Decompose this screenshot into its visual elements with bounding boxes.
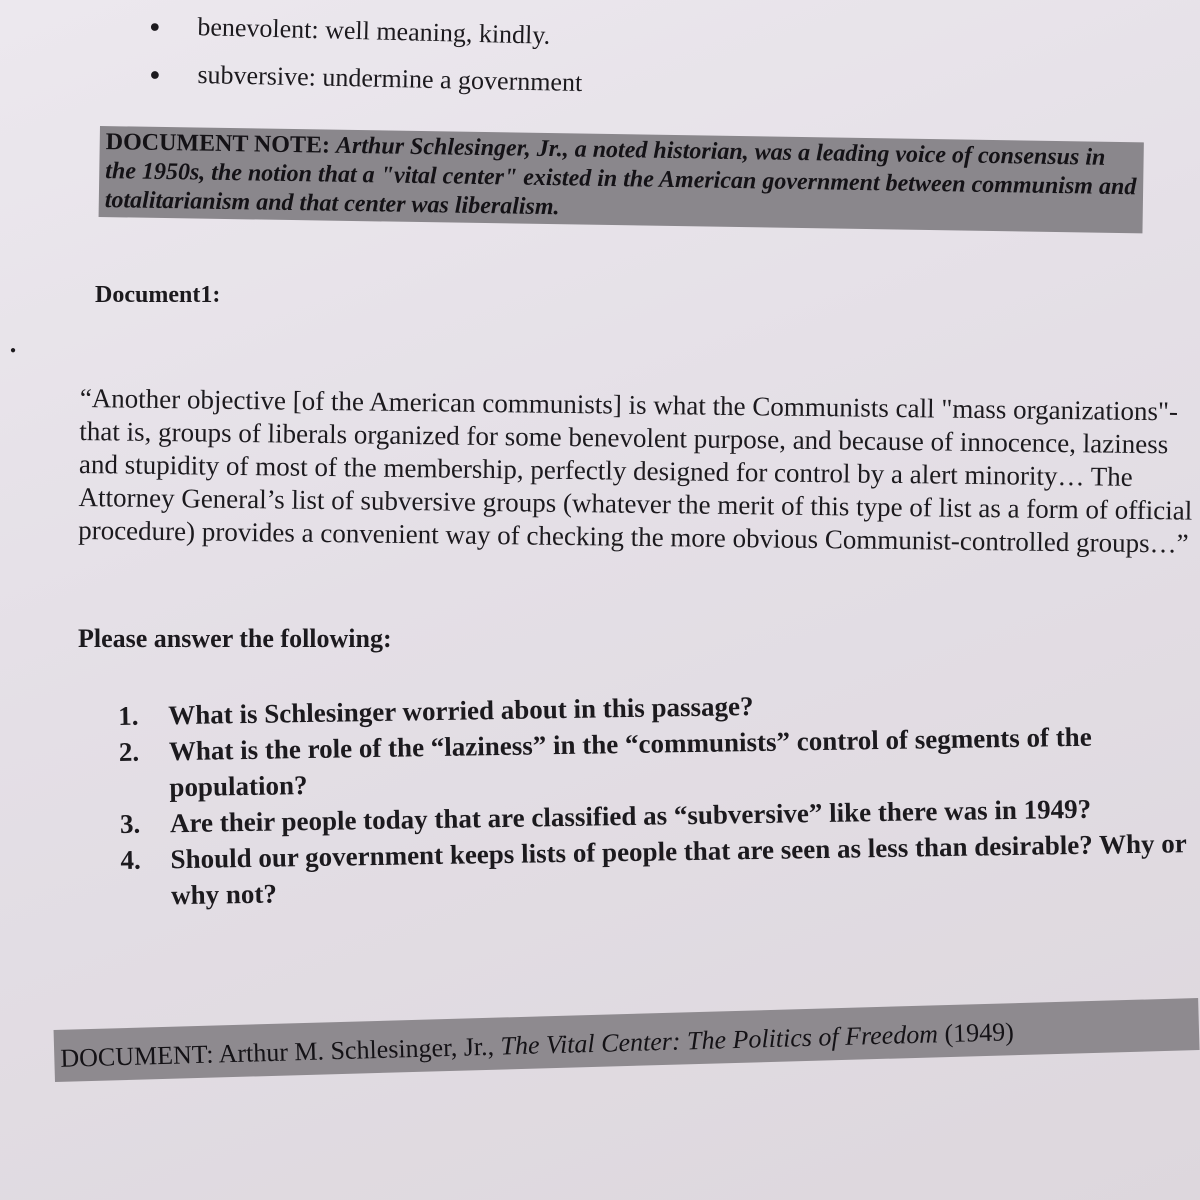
source-citation (54, 998, 1200, 1082)
vocabulary-list (150, 2, 583, 98)
document-note (99, 126, 1144, 233)
question-number: 2. (118, 736, 140, 767)
question-text: Are their people today that are classified as “subversive” like there was in 1949? (169, 793, 1092, 839)
vocab-item: ● benevolent: well meaning, kindly. (149, 2, 583, 61)
source-suffix: (1949) (937, 1017, 1015, 1049)
question-text: What is the role of the “laziness” in the “communists” control of segments of the population? (168, 721, 1092, 803)
question-number: 4. (120, 844, 142, 875)
document-title: Document1: (95, 282, 221, 308)
vocab-item: ● subversive: undermine a government (149, 50, 583, 107)
question-number: 3. (119, 808, 141, 839)
source-title: The Vital Center: The Politics of Freedom (500, 1019, 939, 1061)
question-number: 1. (118, 700, 139, 731)
document-quote: “Another objective [of the American communists] is what the Communists call "mass organizations"- that is, groups of liberals organized for some benevolent purpose, and because of innocence, laziness and stupidity of most of the membership, perfectly designed for control by a alert minority… The Attorney General’s list of subversive groups (whatever the merit of this type of list as a form of official procedure) provides a convenient way of checking the more obvious Communist-controlled groups…” (78, 382, 1193, 559)
note-label: DOCUMENT NOTE: (105, 129, 331, 159)
question-list (118, 681, 1196, 914)
stray-mark: ● (10, 345, 17, 356)
answer-heading: Please answer the following: (78, 624, 392, 653)
note-text: Arthur Schlesinger, Jr., a noted historian, was a leading voice of consensus in the 1950s, the notion that a "vital center" existed in the American government between communism and totalitarianism and that center was liberalism. (104, 132, 1137, 221)
question-text: Should our government keeps lists of people that are seen as less than desirable? Why or why not? (170, 828, 1187, 911)
source-prefix: DOCUMENT: Arthur M. Schlesinger, Jr., (59, 1031, 501, 1073)
bleed-through-text (859, 30, 866, 56)
question-text: What is Schlesinger worried about in this passage? (168, 691, 754, 731)
